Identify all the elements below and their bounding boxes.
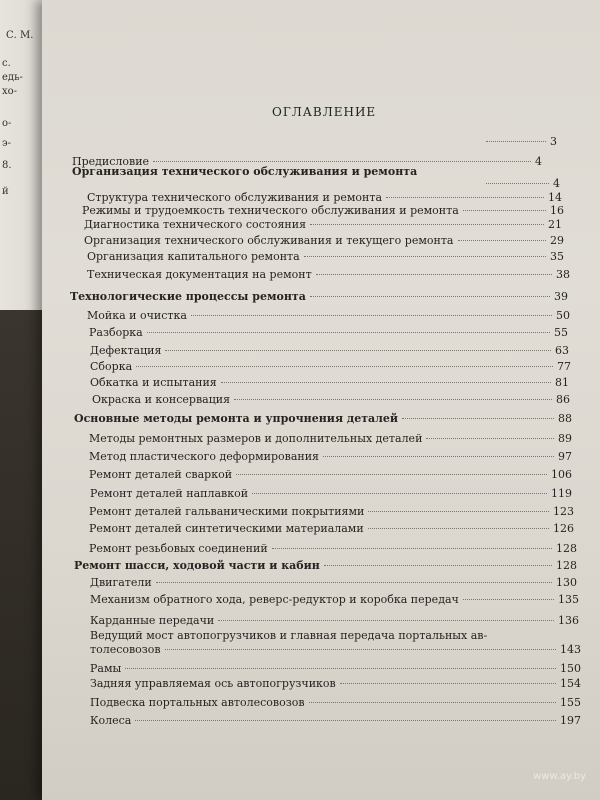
toc-entry-label: Рамы (90, 662, 122, 675)
toc-entry (89, 326, 568, 342)
book-page (42, 0, 600, 800)
watermark: www.ay.by (533, 771, 586, 782)
toc-entry (84, 234, 564, 250)
toc-entry-label: Разборка (89, 326, 143, 339)
toc-leader-dots (368, 511, 549, 512)
prev-page-fragment: хо- (2, 86, 18, 97)
toc-section-heading (70, 290, 568, 306)
toc-page-number: 126 (553, 522, 574, 535)
toc-leader-dots (156, 582, 552, 583)
toc-leader-dots (153, 161, 531, 162)
toc-page-number: 50 (556, 309, 570, 322)
toc-leader-dots (135, 720, 556, 721)
toc-entry (90, 677, 581, 693)
toc-entry (90, 576, 577, 592)
toc-page-number: 35 (550, 250, 564, 263)
toc-page-number: 130 (556, 576, 577, 589)
prev-page-fragment: едь- (2, 72, 23, 83)
toc-section-heading (74, 559, 577, 575)
toc-entry-label: Двигатели (90, 576, 152, 589)
toc-entry (89, 432, 572, 448)
toc-leader-dots (191, 315, 552, 316)
toc-leader-dots (165, 350, 551, 351)
toc-entry (92, 393, 570, 409)
toc-entry-label: Техническая документация на ремонт (87, 268, 312, 281)
toc-section-heading (74, 412, 572, 428)
toc-entry-label: Методы ремонтных размеров и дополнительных деталей (89, 432, 423, 445)
toc-page-number: 88 (558, 412, 572, 425)
toc-entry (90, 344, 569, 360)
toc-title: ОГЛАВЛЕНИЕ (272, 105, 377, 119)
toc-entry (90, 376, 569, 392)
toc-page-number: 77 (557, 360, 571, 373)
toc-entry-label: Сборка (90, 360, 133, 373)
toc-page-number: 3 (550, 135, 557, 148)
toc-leader-dots (272, 548, 552, 549)
toc-leader-dots (221, 382, 551, 383)
prev-page-fragment: э- (2, 138, 11, 149)
toc-entry-label: Колеса (90, 714, 132, 727)
toc-entry-label: Ремонт шасси, ходовой части и кабин (74, 559, 320, 572)
toc-entry-label: Мойка и очистка (87, 309, 187, 322)
toc-leader-dots (402, 418, 554, 419)
toc-entry (482, 135, 557, 151)
toc-entry (90, 662, 581, 678)
prev-page-fragment: 8. (2, 160, 12, 171)
toc-page-number: 155 (560, 696, 581, 709)
toc-leader-dots (165, 649, 556, 650)
toc-page-number: 81 (555, 376, 569, 389)
toc-leader-dots (426, 438, 554, 439)
toc-leader-dots (310, 296, 550, 297)
toc-page-number: 143 (560, 643, 581, 656)
toc-entry (87, 250, 564, 266)
toc-leader-dots (310, 224, 544, 225)
toc-page-number: 106 (551, 468, 572, 481)
toc-entry-label: Ремонт деталей сваркой (89, 468, 233, 481)
toc-leader-dots (316, 274, 552, 275)
prev-page-fragment: й (2, 186, 9, 197)
toc-entry-label: Ремонт деталей гальваническими покрытиями (89, 505, 365, 518)
prev-page-fragment: с. (2, 58, 11, 69)
toc-entry-label: Диагностика технического состояния (84, 218, 307, 231)
toc-entry (90, 614, 579, 630)
toc-leader-dots (324, 565, 552, 566)
toc-leader-dots (309, 702, 556, 703)
toc-entry (90, 487, 572, 503)
toc-entry-label: Подвеска портальных автолесовозов (90, 696, 305, 709)
toc-page-number: 154 (560, 677, 581, 690)
toc-page-number: 128 (556, 559, 577, 572)
toc-leader-dots (340, 683, 556, 684)
toc-page-number: 21 (548, 218, 562, 231)
toc-entry (87, 309, 570, 325)
toc-page-number: 119 (551, 487, 572, 500)
toc-page-number: 29 (550, 234, 564, 247)
toc-entry (89, 522, 574, 538)
toc-entry-label: Технологические процессы ремонта (70, 290, 306, 303)
toc-page-number: 14 (548, 191, 562, 204)
toc-page-number: 63 (555, 344, 569, 357)
toc-leader-dots (252, 493, 547, 494)
toc-page-number: 38 (556, 268, 570, 281)
toc-leader-dots (463, 210, 546, 211)
toc-entry (89, 505, 574, 521)
toc-entry-label: Ремонт резьбовых соединений (89, 542, 268, 555)
toc-entry-label: Ремонт деталей наплавкой (90, 487, 249, 500)
toc-leader-dots (125, 668, 556, 669)
toc-entry-label: Механизм обратного хода, реверс-редуктор и коробка передач (90, 593, 459, 606)
toc-entry (90, 696, 581, 712)
toc-leader-dots (323, 456, 554, 457)
toc-entry-label: Организация технического обслуживания и ремонта (72, 165, 418, 178)
toc-page-number: 150 (560, 662, 581, 675)
toc-entry-label: толесовозов (90, 643, 161, 656)
toc-entry-label: Обкатка и испытания (90, 376, 217, 389)
toc-page-number: 136 (558, 614, 579, 627)
toc-leader-dots (234, 399, 552, 400)
toc-entry (90, 643, 581, 659)
toc-leader-dots (386, 197, 544, 198)
toc-entry (90, 714, 581, 730)
toc-entry-label: Карданные передачи (90, 614, 215, 627)
toc-entry-label: Метод пластического деформирования (89, 450, 319, 463)
toc-page-number: 86 (556, 393, 570, 406)
toc-page-number: 123 (553, 505, 574, 518)
toc-page-number: 4 (535, 155, 542, 168)
toc-page-number: 16 (550, 204, 564, 217)
toc-page-number: 197 (560, 714, 581, 727)
prev-page-fragment: о- (2, 118, 12, 129)
toc-entry-label: Структура технического обслуживания и ремонта (87, 191, 383, 204)
toc-leader-dots (486, 183, 549, 184)
toc-page-number: 97 (558, 450, 572, 463)
toc-entry-label: Дефектация (90, 344, 162, 357)
toc-leader-dots (458, 240, 547, 241)
toc-entry-label: Организация технического обслуживания и текущего ремонта (84, 234, 454, 247)
toc-entry-label: Организация капитального ремонта (87, 250, 300, 263)
toc-entry (90, 593, 579, 609)
toc-entry (89, 542, 577, 558)
toc-leader-dots (463, 599, 554, 600)
toc-page-number: 128 (556, 542, 577, 555)
toc-entry (87, 268, 570, 284)
toc-entry (84, 218, 562, 234)
toc-entry-label: Основные методы ремонта и упрочнения деталей (74, 412, 399, 425)
toc-leader-dots (368, 528, 549, 529)
toc-entry (89, 450, 572, 466)
toc-leader-dots (136, 366, 553, 367)
toc-page-number: 135 (558, 593, 579, 606)
toc-entry-label: Режимы и трудоемкость технического обслуживания и ремонта (82, 204, 459, 217)
toc-page-number: 55 (554, 326, 568, 339)
toc-entry (90, 360, 571, 376)
toc-entry-label: Ведущий мост автопогрузчиков и главная передача портальных ав- (90, 629, 488, 642)
toc-leader-dots (218, 620, 554, 621)
toc-page-number: 4 (553, 177, 560, 190)
toc-leader-dots (147, 332, 550, 333)
toc-page-number: 89 (558, 432, 572, 445)
toc-entry-label: Задняя управляемая ось автопогрузчиков (90, 677, 336, 690)
toc-entry (89, 468, 572, 484)
toc-leader-dots (304, 256, 546, 257)
toc-entry-label: Предисловие (72, 155, 150, 168)
toc-leader-dots (486, 141, 546, 142)
toc-entry-label: Окраска и консервация (92, 393, 231, 406)
prev-page-fragment: С. М. (6, 30, 34, 41)
toc-leader-dots (236, 474, 547, 475)
toc-entry-label: Ремонт деталей синтетическими материалами (89, 522, 364, 535)
toc-page-number: 39 (554, 290, 568, 303)
